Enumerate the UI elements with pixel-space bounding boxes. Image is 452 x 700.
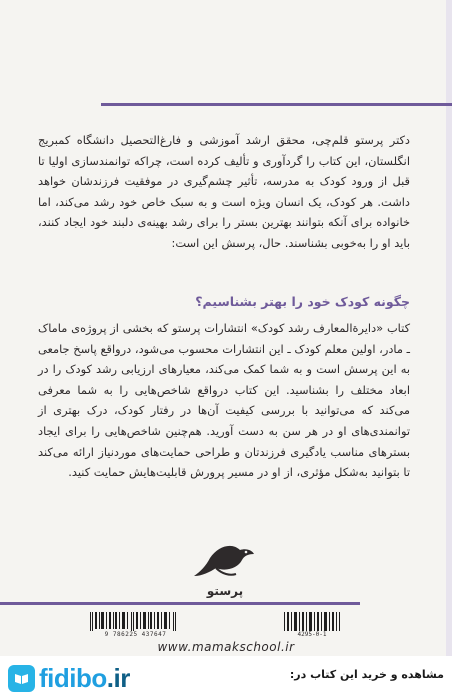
footer-tagline: مشاهده و خرید این کتاب در: (289, 668, 444, 681)
small-barcode-icon (282, 612, 342, 631)
publisher-logo (180, 528, 270, 608)
fidibo-brand: fidibo (39, 662, 107, 693)
swallow-bird-icon (180, 528, 270, 584)
store-footer-banner[interactable] (0, 656, 452, 700)
barcode-icon (88, 612, 183, 631)
isbn-barcode (88, 612, 183, 638)
fidibo-tld: .ir (106, 662, 130, 693)
bottom-divider-line (0, 602, 360, 605)
fidibo-book-icon (8, 665, 35, 692)
fidibo-wordmark (39, 663, 130, 694)
website-url[interactable]: www.mamakschool.ir (157, 640, 295, 654)
fidibo-logo[interactable] (8, 660, 130, 696)
intro-paragraph: دکتر پرستو قلم‌چی، محقق ارشد آموزشی و فارغ‌التحصیل دانشگاه کمبریج انگلستان، این کتاب را گردآوری و تألیف کرده است، چراکه توانمندسازی اولیا تا قبل از ورود کودک به مدرسه، تأثیر چشم‌گیری در موفقیت فرزندشان خواهد داشت. هر کودک، یک انسان ویژه است و به سبک خاص خود رشد می‌کند، اما خانواده برای آنکه بتوانند بهترین بستر را برای رشد بهینه‌ی دلبند خود ایجاد کنند، باید او را به‌خوبی بشناسند. حال، پرسش این است: (38, 133, 410, 250)
section-heading: چگونه کودک خود را بهتر بشناسیم؟ (195, 294, 410, 309)
top-divider-line (101, 103, 452, 106)
description-paragraph: کتاب «دایرةالمعارف رشد کودک» انتشارات پرستو که بخشی از پروژه‌ی ماماک ـ مادر، اولین معلم کودک ـ این انتشارات محسوب می‌شود، درواقع پاسخ جامعی به این پرسش است و به شما کمک می‌کند، معیارهای ارزیابی رشد کودک را در ابعاد مختلف را بشناسید. این کتاب درواقع شاخص‌هایی را به شما معرفی می‌کند که می‌توانید با بررسی کیفیت آن‌ها در رفتار کودک، درک بهتری از توانمندی‌های او در هر سن به دست آورید. هم‌چنین شاخص‌هایی را برای ایجاد بسترهای مناسب یادگیری فرزندتان و طراحی حمایت‌های موردنیاز ارائه می‌کند تا بتوانید به‌شکل مؤثری، از او در مسیر پرورش قابلیت‌هایش حمایت کنید. (38, 321, 410, 480)
barcode-number: 9 786225 437647 (104, 631, 167, 638)
secondary-barcode (282, 612, 342, 638)
isbn-code: 4295-0-1 (297, 631, 327, 638)
open-book-icon (13, 670, 30, 687)
publisher-name: پرستو (206, 584, 244, 598)
